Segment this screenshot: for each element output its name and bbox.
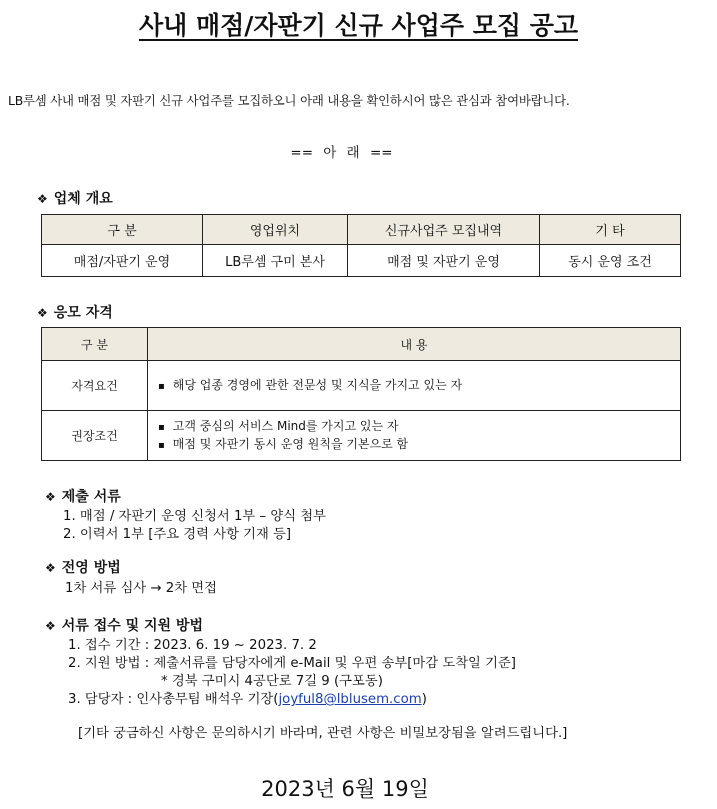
contact-suffix: ) bbox=[421, 692, 427, 707]
overview-header-row bbox=[42, 215, 681, 245]
diamond-bullet-icon: ❖ bbox=[45, 561, 56, 575]
qualification-label: 자격요건 bbox=[42, 361, 148, 411]
overview-cell: 동시 운영 조건 bbox=[540, 245, 681, 277]
section-overview-heading bbox=[37, 188, 113, 208]
document-item: 1. 매점 / 자판기 운영 신청서 1부 – 양식 첨부 bbox=[63, 509, 326, 524]
qualification-table bbox=[41, 327, 681, 461]
table-row bbox=[42, 361, 681, 411]
diamond-bullet-icon: ❖ bbox=[37, 192, 48, 206]
section-documents-heading bbox=[45, 486, 121, 506]
overview-table bbox=[41, 214, 681, 277]
list-item: ▪ 매점 및 자판기 동시 운영 원칙을 기본으로 함 bbox=[158, 436, 679, 454]
application-address: * 경북 구미시 4공단로 7길 9 (구포동) bbox=[161, 674, 383, 689]
list-item: ▪ 해당 업종 경영에 관한 전문성 및 지식을 가지고 있는 자 bbox=[158, 377, 679, 395]
overview-header-cell: 기 타 bbox=[540, 215, 681, 245]
section-application-heading bbox=[45, 615, 203, 635]
qualification-header-cell: 구 분 bbox=[42, 328, 148, 361]
contact-email-link[interactable]: joyful8@lblusem.com bbox=[278, 692, 422, 707]
qualification-header-row bbox=[42, 328, 681, 361]
center-mark: == 아 래 == bbox=[290, 145, 393, 161]
application-contact bbox=[68, 688, 427, 707]
section-documents-title: 제출 서류 bbox=[61, 489, 121, 505]
document-item: 2. 이력서 1부 [주요 경력 사항 기재 등] bbox=[63, 527, 292, 542]
overview-header-cell: 구 분 bbox=[42, 215, 203, 245]
overview-cell: LB루셈 구미 본사 bbox=[203, 245, 348, 277]
application-method: 2. 지원 방법 : 제출서류를 담당자에게 e-Mail 및 우편 송부[마감 도착일 기준] bbox=[68, 656, 516, 671]
section-selection-title: 전영 방법 bbox=[61, 560, 121, 576]
page-title: 사내 매점/자판기 신규 사업주 모집 공고 bbox=[138, 11, 579, 40]
qualification-content bbox=[148, 411, 681, 461]
overview-cell: 매점 및 자판기 운영 bbox=[348, 245, 540, 277]
qualification-content bbox=[148, 361, 681, 411]
overview-header-cell: 신규사업주 모집내역 bbox=[348, 215, 540, 245]
qualification-header-cell: 내 용 bbox=[148, 328, 681, 361]
document-date: 2023년 6월 19일 bbox=[261, 777, 429, 801]
intro-text: LB루셈 사내 매점 및 자판기 신규 사업주를 모집하오니 아래 내용을 확인하시어 많은 관심과 참여바랍니다. bbox=[8, 93, 570, 108]
table-row bbox=[42, 411, 681, 461]
table-row bbox=[42, 245, 681, 277]
contact-prefix: 3. 담당자 : 인사총무팀 배석우 기장( bbox=[68, 692, 279, 707]
section-application-title: 서류 접수 및 지원 방법 bbox=[61, 618, 203, 634]
section-overview-title: 업체 개요 bbox=[53, 191, 113, 207]
list-item: ▪ 고객 중심의 서비스 Mind를 가지고 있는 자 bbox=[158, 418, 679, 436]
notice-text: [기타 궁금하신 사항은 문의하시기 바라며, 관련 사항은 비밀보장됨을 알려드립니다.] bbox=[78, 726, 568, 741]
section-selection-heading bbox=[45, 557, 121, 577]
selection-text: 1차 서류 심사 → 2차 면접 bbox=[65, 581, 217, 596]
section-qualification-heading bbox=[37, 302, 113, 322]
application-period: 1. 접수 기간 : 2023. 6. 19 ~ 2023. 7. 2 bbox=[68, 638, 317, 653]
section-qualification-title: 응모 자격 bbox=[53, 305, 113, 321]
overview-cell: 매점/자판기 운영 bbox=[42, 245, 203, 277]
diamond-bullet-icon: ❖ bbox=[45, 490, 56, 504]
diamond-bullet-icon: ❖ bbox=[45, 619, 56, 633]
qualification-label: 권장조건 bbox=[42, 411, 148, 461]
diamond-bullet-icon: ❖ bbox=[37, 306, 48, 320]
overview-header-cell: 영업위치 bbox=[203, 215, 348, 245]
